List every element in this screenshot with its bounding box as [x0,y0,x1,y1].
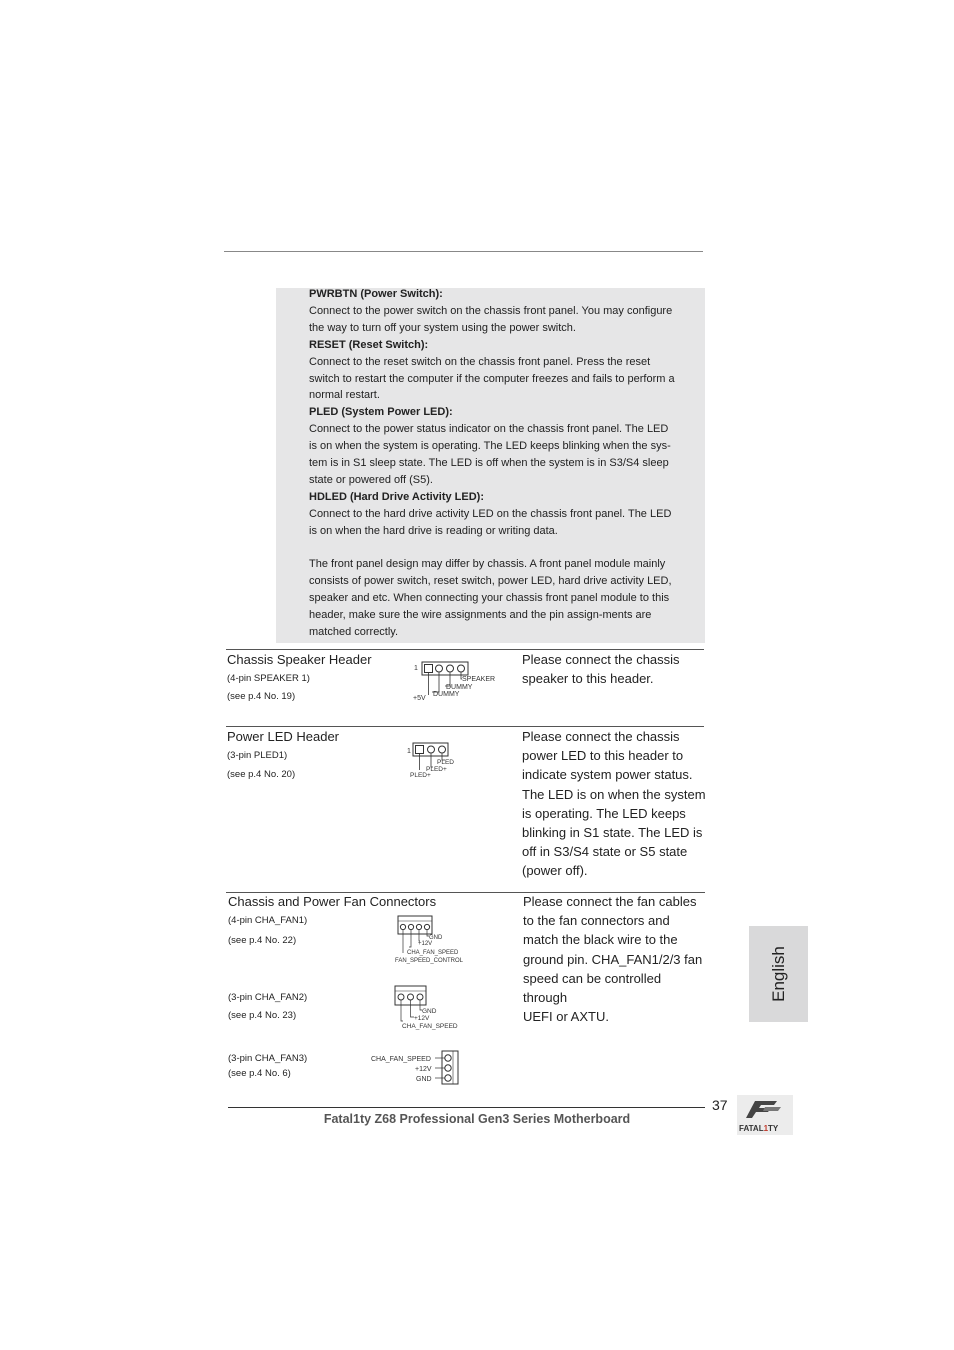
reset-line: normal restart. [309,389,380,402]
panel-text [309,286,689,641]
fan1-pins: (4-pin CHA_FAN1) [228,915,308,926]
fatal1ty-logo [737,1095,793,1135]
note-line: header, make sure the wire assignments and the pin assign-ments are [309,609,652,622]
pled-plus-label: PLED+ [426,766,447,773]
pled-text-line: power LED to this header to [522,748,684,764]
pled-line: is on when the system is operating. The LED keeps blinking when the sys- [309,440,671,453]
fan3-ref: (see p.4 No. 6) [228,1068,291,1079]
cha-fan3-diagram [369,1049,463,1087]
fan2-pins: (3-pin CHA_FAN2) [228,992,308,1003]
12v-label: +12V [415,1066,432,1073]
hdled-line: Connect to the hard drive activity LED on the chassis front panel. The LED [309,507,672,520]
12v-label: +12V [414,1015,430,1022]
pled-text-line: blinking in S1 state. The LED is [522,825,703,841]
note-line: speaker and etc. When connecting your chassis front panel module to this [309,592,670,605]
cha-fan-speed-label: CHA_FAN_SPEED [371,1056,431,1063]
speaker-text-line: Please connect the chassis [522,652,680,667]
language-tab-label: English [768,946,788,1002]
pled-description [522,727,707,881]
pled-text-line: is operating. The LED keeps [522,805,686,821]
fan-text-line: match the black wire to the [523,932,678,948]
footer-title: Fatal1ty Z68 Professional Gen3 Series Motherboard [323,1112,631,1126]
reset-line: Connect to the reset switch on the chassis front panel. Press the reset [309,355,651,368]
fan-speed-control-label: FAN_SPEED_CONTROL [395,958,464,964]
pled-heading: PLED (System Power LED): [309,406,453,419]
pled-pins: (3-pin PLED1) [227,750,288,761]
fan-text-line: speed can be controlled through [523,970,662,1006]
pled-text-line: indicate system power status. [522,767,693,783]
pled-text-line: Please connect the chassis [522,729,680,744]
footer-rule [228,1107,705,1108]
pled-text-line: off in S3/S4 state or S5 state [522,844,688,860]
speaker-title: Chassis Speaker Header [227,652,372,667]
pled-plus-label: PLED+ [410,772,431,779]
note-line: The front panel design may differ by chassis. A front panel module mainly [309,558,666,571]
speaker-header-diagram [410,658,510,704]
pwrbtn-line: Connect to the power switch on the chassis front panel. You may configure [309,304,673,317]
speaker-description [522,650,707,688]
fan-text-line: ground pin. CHA_FAN1/2/3 fan [523,951,703,967]
speaker-text-line: speaker to this header. [522,671,654,687]
5v-pin-label: +5V [413,695,426,702]
speaker-pins: (4-pin SPEAKER 1) [227,673,310,684]
gnd-label: GND [422,1008,437,1015]
fan2-ref: (see p.4 No. 23) [228,1010,297,1021]
speaker-pin-label: SPEAKER [462,676,496,683]
note-line: matched correctly. [309,626,399,639]
hdled-heading: HDLED (Hard Drive Activity LED): [309,490,485,503]
fan-text-line: to the fan connectors and [523,913,670,929]
cha-fan-speed-label: CHA_FAN_SPEED [402,1023,458,1030]
dummy-pin-label: DUMMY [446,684,473,691]
cha-fan2-diagram [392,983,464,1031]
hdled-line: is on when the hard drive is reading or writing data. [309,524,558,537]
fatal1ty-logo-icon [737,1095,793,1135]
fan-text-line: UEFI or AXTU. [523,1009,609,1025]
pled-title: Power LED Header [227,729,339,744]
reset-heading: RESET (Reset Switch): [309,338,429,351]
gnd-label: GND [416,1076,432,1083]
language-tab [749,926,808,1022]
reset-line: switch to restart the computer if the computer freezes and fails to perform a [309,372,675,385]
pled-line: tem is in S1 sleep state. The LED is off when the system is in S3/S4 sleep [309,457,669,470]
fan3-pins: (3-pin CHA_FAN3) [228,1053,308,1064]
pled-text-line: The LED is on when the system [522,786,706,802]
pled-ref: (see p.4 No. 20) [227,769,296,780]
pled-text-line: (power off). [522,863,588,879]
gnd-label: GND [429,935,443,941]
page-number: 37 [712,1097,728,1113]
pwrbtn-line: the way to turn off your system using the power switch. [309,321,576,334]
pled-header-diagram [405,740,465,780]
speaker-ref: (see p.4 No. 19) [227,691,296,702]
fan-title: Chassis and Power Fan Connectors [228,894,437,909]
pin1-marker: 1 [407,748,411,755]
top-rule [224,251,703,252]
fan-description [523,892,708,1026]
svg-text:FATAL1TY: FATAL1TY [739,1124,779,1133]
pled-line: Connect to the power status indicator on the chassis front panel. The LED [309,423,669,436]
cha-fan1-diagram [393,914,465,966]
12v-label: +12V [418,941,433,947]
pwrbtn-heading: PWRBTN (Power Switch): [309,288,443,300]
dummy-pin-label: DUMMY [433,691,460,698]
pled-pin-label: PLED [437,759,454,766]
cha-fan-speed-label: CHA_FAN_SPEED [407,950,459,956]
fan-text-line: Please connect the fan cables [523,894,697,909]
note-line: consists of power switch, reset switch, power LED, hard drive activity LED, [309,575,672,588]
pled-line: state or powered off (S5). [309,473,433,486]
pin1-marker: 1 [414,665,418,672]
fan1-ref: (see p.4 No. 22) [228,935,297,946]
